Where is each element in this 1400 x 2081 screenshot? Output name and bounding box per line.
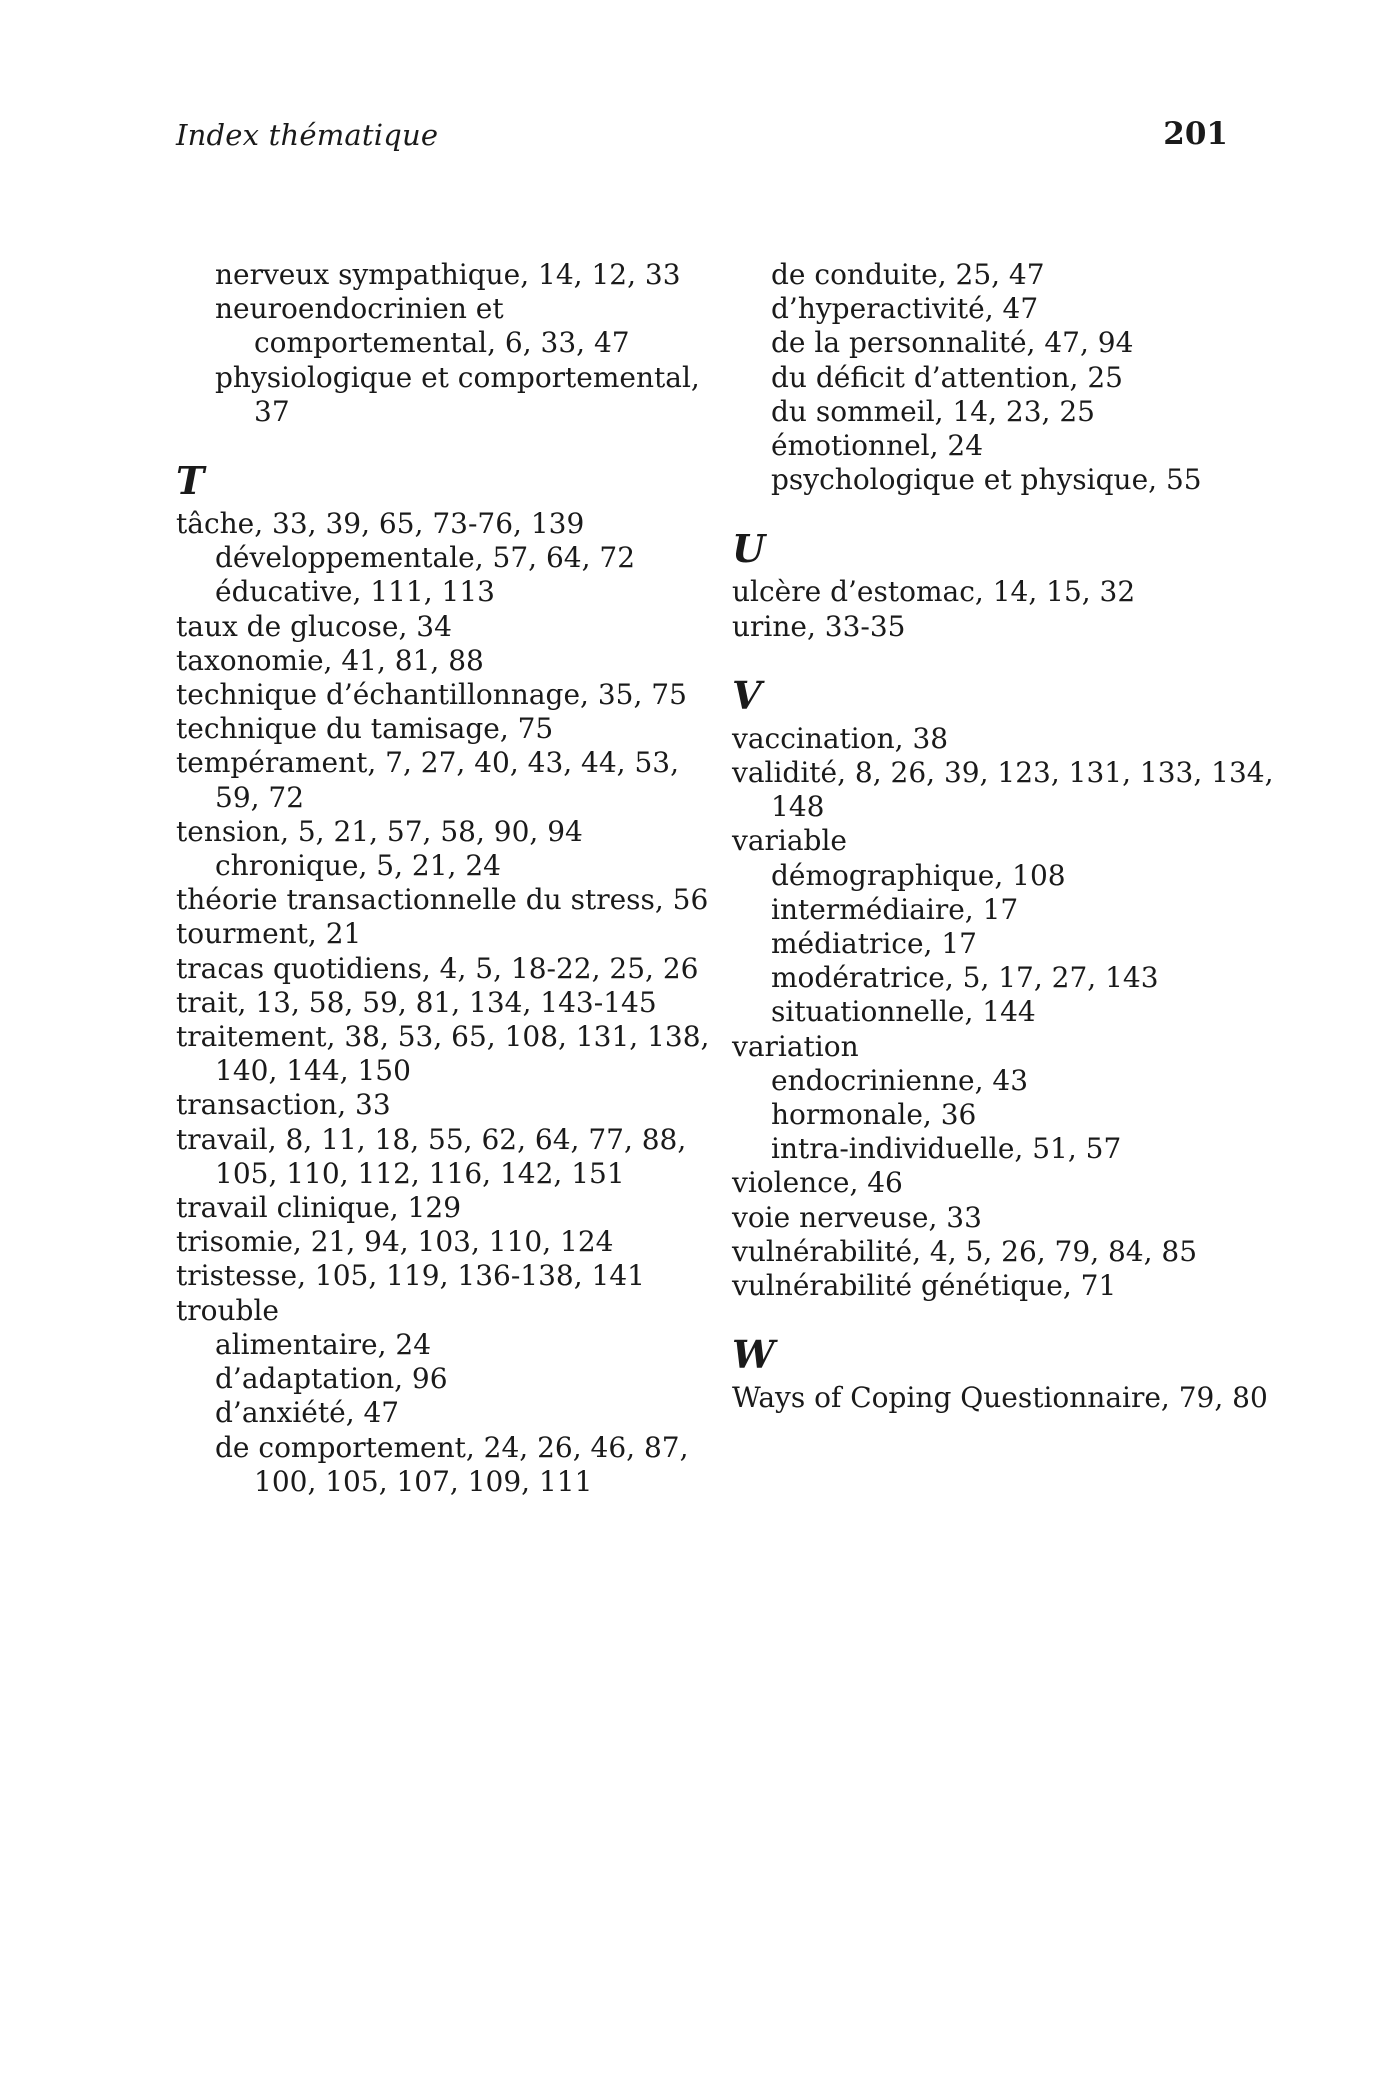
index-subentry: intermédiaire, 17 (771, 892, 1019, 926)
index-entry: vaccination, 38 (732, 721, 949, 755)
index-entry: trisomie, 21, 94, 103, 110, 124 (176, 1225, 614, 1259)
index-subentry: émotionnel, 24 (771, 429, 984, 463)
index-entry: violence, 46 (732, 1166, 903, 1200)
index-subentry: du sommeil, 14, 23, 25 (771, 394, 1095, 428)
index-entry: ulcère d’estomac, 14, 15, 32 (732, 575, 1136, 609)
index-subentry: nerveux sympathique, 14, 12, 33 (215, 258, 681, 291)
index-entry: Ways of Coping Questionnaire, 79, 80 (732, 1381, 1268, 1415)
index-entry: vulnérabilité, 4, 5, 26, 79, 84, 85 (732, 1234, 1198, 1268)
index-entry: taux de glucose, 34 (176, 609, 452, 643)
index-subentry: neuroendocrinien et (215, 292, 504, 326)
index-entry: voie nerveuse, 33 (732, 1200, 982, 1234)
page-number: 201 (1163, 116, 1228, 152)
index-subentry: situationnelle, 144 (771, 995, 1036, 1029)
index-entry: variable (732, 824, 847, 858)
index-continuation: 100, 105, 107, 109, 111 (254, 1464, 593, 1498)
index-continuation: 105, 110, 112, 116, 142, 151 (215, 1156, 625, 1190)
index-subentry: alimentaire, 24 (215, 1327, 432, 1361)
index-subentry: endocrinienne, 43 (771, 1063, 1029, 1097)
index-subentry: médiatrice, 17 (771, 927, 977, 961)
index-subentry: physiologique et comportemental, (215, 360, 700, 394)
index-subentry: d’anxiété, 47 (215, 1396, 400, 1430)
index-subentry: éducative, 111, 113 (215, 575, 495, 609)
index-subentry: développementale, 57, 64, 72 (215, 541, 636, 575)
index-entry: travail clinique, 129 (176, 1191, 462, 1225)
index-subentry: chronique, 5, 21, 24 (215, 849, 501, 883)
index-entry: tourment, 21 (176, 917, 362, 951)
index-subentry: intra-individuelle, 51, 57 (771, 1132, 1122, 1166)
index-subentry: de la personnalité, 47, 94 (771, 326, 1134, 360)
index-entry: transaction, 33 (176, 1088, 391, 1122)
index-entry: travail, 8, 11, 18, 55, 62, 64, 77, 88, (176, 1122, 687, 1156)
index-entry: technique du tamisage, 75 (176, 712, 554, 746)
index-subentry: modératrice, 5, 17, 27, 143 (771, 961, 1159, 995)
index-entry: validité, 8, 26, 39, 123, 131, 133, 134, (732, 756, 1274, 790)
section-letter-w: W (732, 1332, 775, 1378)
index-entry: technique d’échantillonnage, 35, 75 (176, 678, 687, 712)
index-entry: variation (732, 1029, 859, 1063)
index-entry: tristesse, 105, 119, 136-138, 141 (176, 1259, 645, 1293)
running-head-title: Index thématique (176, 118, 439, 152)
index-entry: taxonomie, 41, 81, 88 (176, 643, 484, 677)
index-column-right (732, 258, 1274, 1415)
index-entry: tâche, 33, 39, 65, 73-76, 139 (176, 507, 585, 541)
index-subentry: psychologique et physique, 55 (771, 463, 1202, 497)
index-entry: trait, 13, 58, 59, 81, 134, 143-145 (176, 985, 657, 1019)
index-subentry: d’adaptation, 96 (215, 1362, 448, 1396)
index-entry: tension, 5, 21, 57, 58, 90, 94 (176, 814, 583, 848)
index-continuation: 59, 72 (215, 780, 305, 814)
index-continuation: 37 (254, 394, 290, 428)
index-continuation: 140, 144, 150 (215, 1054, 411, 1088)
index-entry: trouble (176, 1293, 279, 1327)
section-letter-t: T (176, 458, 205, 504)
index-column-left (176, 258, 710, 1499)
section-letter-v: V (732, 672, 762, 718)
index-subentry: de conduite, 25, 47 (771, 258, 1045, 291)
section-letter-u: U (732, 526, 766, 572)
index-subentry: démographique, 108 (771, 858, 1066, 892)
index-entry: vulnérabilité génétique, 71 (732, 1269, 1117, 1303)
index-entry: traitement, 38, 53, 65, 108, 131, 138, (176, 1020, 710, 1054)
index-entry: tempérament, 7, 27, 40, 43, 44, 53, (176, 746, 680, 780)
index-subentry: de comportement, 24, 26, 46, 87, (215, 1430, 689, 1464)
index-entry: théorie transactionnelle du stress, 56 (176, 883, 709, 917)
index-subentry: d’hyperactivité, 47 (771, 292, 1039, 326)
index-entry: urine, 33-35 (732, 609, 906, 643)
index-continuation: comportemental, 6, 33, 47 (254, 326, 630, 360)
index-subentry: du déficit d’attention, 25 (771, 360, 1123, 394)
index-subentry: hormonale, 36 (771, 1098, 977, 1132)
index-entry: tracas quotidiens, 4, 5, 18-22, 25, 26 (176, 951, 699, 985)
index-continuation: 148 (771, 790, 825, 824)
